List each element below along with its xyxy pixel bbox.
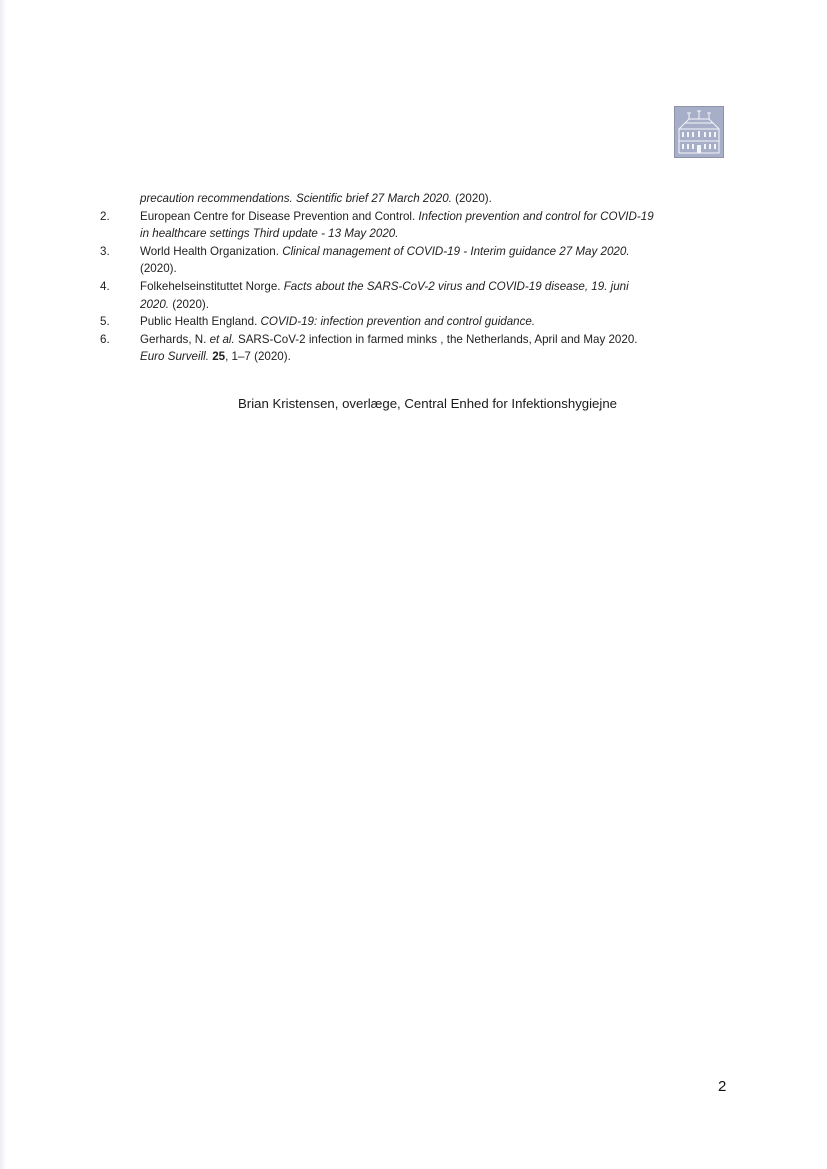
reference-text: (2020). [451,192,492,205]
reference-number: 4. [100,279,110,293]
reference-item [100,208,660,243]
reference-number: 3. [100,244,110,258]
reference-text: World Health Organization. [140,244,283,258]
reference-number: 2. [100,209,110,223]
reference-text: 25 [212,350,226,364]
reference-text: Clinical management of COVID-19 - Interim guidance 27 May 2020. [282,244,630,258]
reference-item [100,190,660,208]
reference-list [100,190,660,366]
reference-text: European Centre for Disease Prevention and Control. [140,209,419,223]
reference-text: Folkehelseinstituttet Norge. [140,279,284,293]
page-number: 2 [718,1078,727,1095]
scan-edge-shading [0,0,6,1169]
reference-text: Euro Surveill. [140,350,209,364]
reference-number: 5. [100,315,110,329]
reference-text: Infection prevention and control for COVID-19 in healthcare settings Third update - 13 May 2020. [140,209,654,241]
signature-line: Brian Kristensen, overlæge, Central Enhed for Infektionshygiejne [238,396,617,411]
reference-text: , 1–7 (2020). [225,350,291,364]
reference-item [100,313,660,331]
reference-text: (2020). [169,297,209,311]
reference-text: Public Health England. [140,315,261,329]
reference-text: (2020). [140,262,177,276]
reference-text: et al. [209,332,235,346]
reference-text: Facts about the SARS-CoV-2 virus and COVID-19 disease, 19. juni 2020. [140,279,629,311]
reference-item [100,278,660,313]
reference-number: 6. [100,332,110,346]
reference-text: precaution recommendations. Scientific brief 27 March 2020. [140,192,452,205]
reference-text: COVID-19: infection prevention and control guidance. [260,315,536,329]
reference-text: SARS-CoV-2 infection in farmed minks , the Netherlands, April and May 2020. [234,332,638,346]
reference-item [100,243,660,278]
reference-item [100,331,660,366]
reference-text: Gerhards, N. [140,332,210,346]
logo [674,106,724,158]
manor-building-icon [675,107,723,157]
